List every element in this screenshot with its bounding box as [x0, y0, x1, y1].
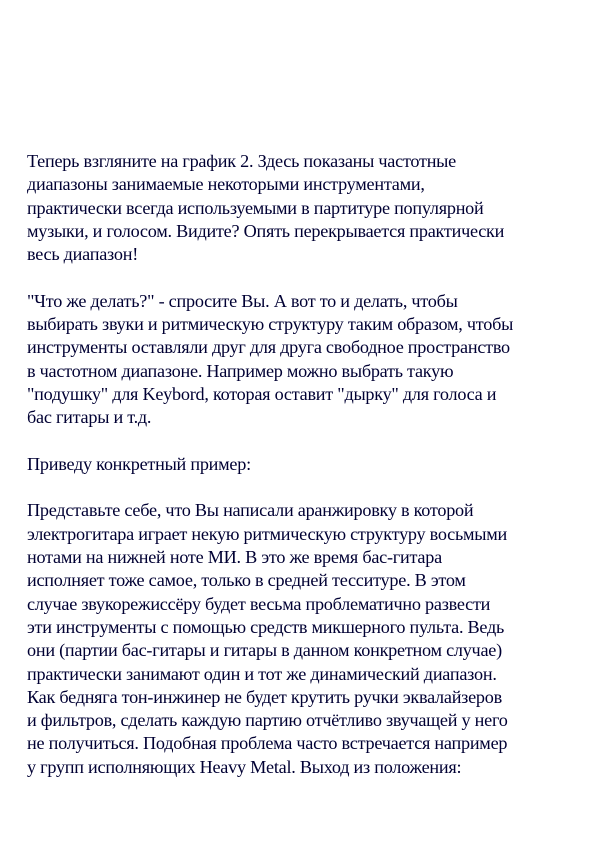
text-line: и фильтров, сделать каждую партию отчётливо звучащей у него: [27, 710, 508, 731]
text-line: Теперь взгляните на график 2. Здесь показаны частотные: [27, 151, 456, 171]
text-line: в частотном диапазоне. Например можно выбрать такую: [27, 360, 454, 381]
text-line: "Что же делать?" - спросите Вы. А вот то и делать, чтобы: [27, 290, 458, 311]
text-line: Представьте себе, что Вы написали аранжировку в которой: [27, 500, 474, 521]
text-line: "подушку" для Keybord, которая оставит "дырку" для голоса и: [27, 383, 497, 404]
text-line: музыки, и голосом. Видите? Опять перекрывается практически: [27, 220, 505, 241]
text-line: весь диапазон!: [27, 244, 139, 265]
document-body: [27, 150, 582, 802]
text-line: случае звукорежиссёру будет весьма проблематично развести: [27, 593, 491, 614]
paragraph-2: [27, 290, 582, 430]
text-line: инструменты оставляли друг для друга свободное пространство: [27, 337, 510, 358]
text-line: они (партии бас-гитары и гитары в данном конкретном случае): [27, 640, 502, 661]
paragraph-1: [27, 150, 582, 266]
text-line: исполняет тоже самое, только в средней тесситуре. В этом: [27, 570, 466, 591]
text-line: Приведу конкретный пример:: [27, 453, 251, 474]
text-line: у групп исполняющих Heavy Metal. Выход из положения:: [27, 756, 462, 777]
paragraph-4: [27, 499, 582, 779]
text-line: диапазоны занимаемые некоторыми инструментами,: [27, 174, 425, 195]
paragraph-3: [27, 453, 582, 476]
text-line: практически всегда используемыми в партитуре популярной: [27, 197, 484, 218]
text-line: нотами на нижней ноте МИ. В это же время бас-гитара: [27, 547, 442, 568]
text-line: электрогитара играет некую ритмическую структуру восьмыми: [27, 523, 508, 544]
text-line: Как бедняга тон-инжинер не будет крутить ручки эквалайзеров: [27, 686, 502, 707]
text-line: не получиться. Подобная проблема часто встречается например: [27, 733, 508, 754]
text-line: бас гитары и т.д.: [27, 407, 152, 428]
text-line: практически занимают один и тот же динамический диапазон.: [27, 663, 497, 684]
text-line: выбирать звуки и ритмическую структуру таким образом, чтобы: [27, 314, 514, 335]
text-line: эти инструменты с помощью средств микшерного пульта. Ведь: [27, 616, 505, 637]
